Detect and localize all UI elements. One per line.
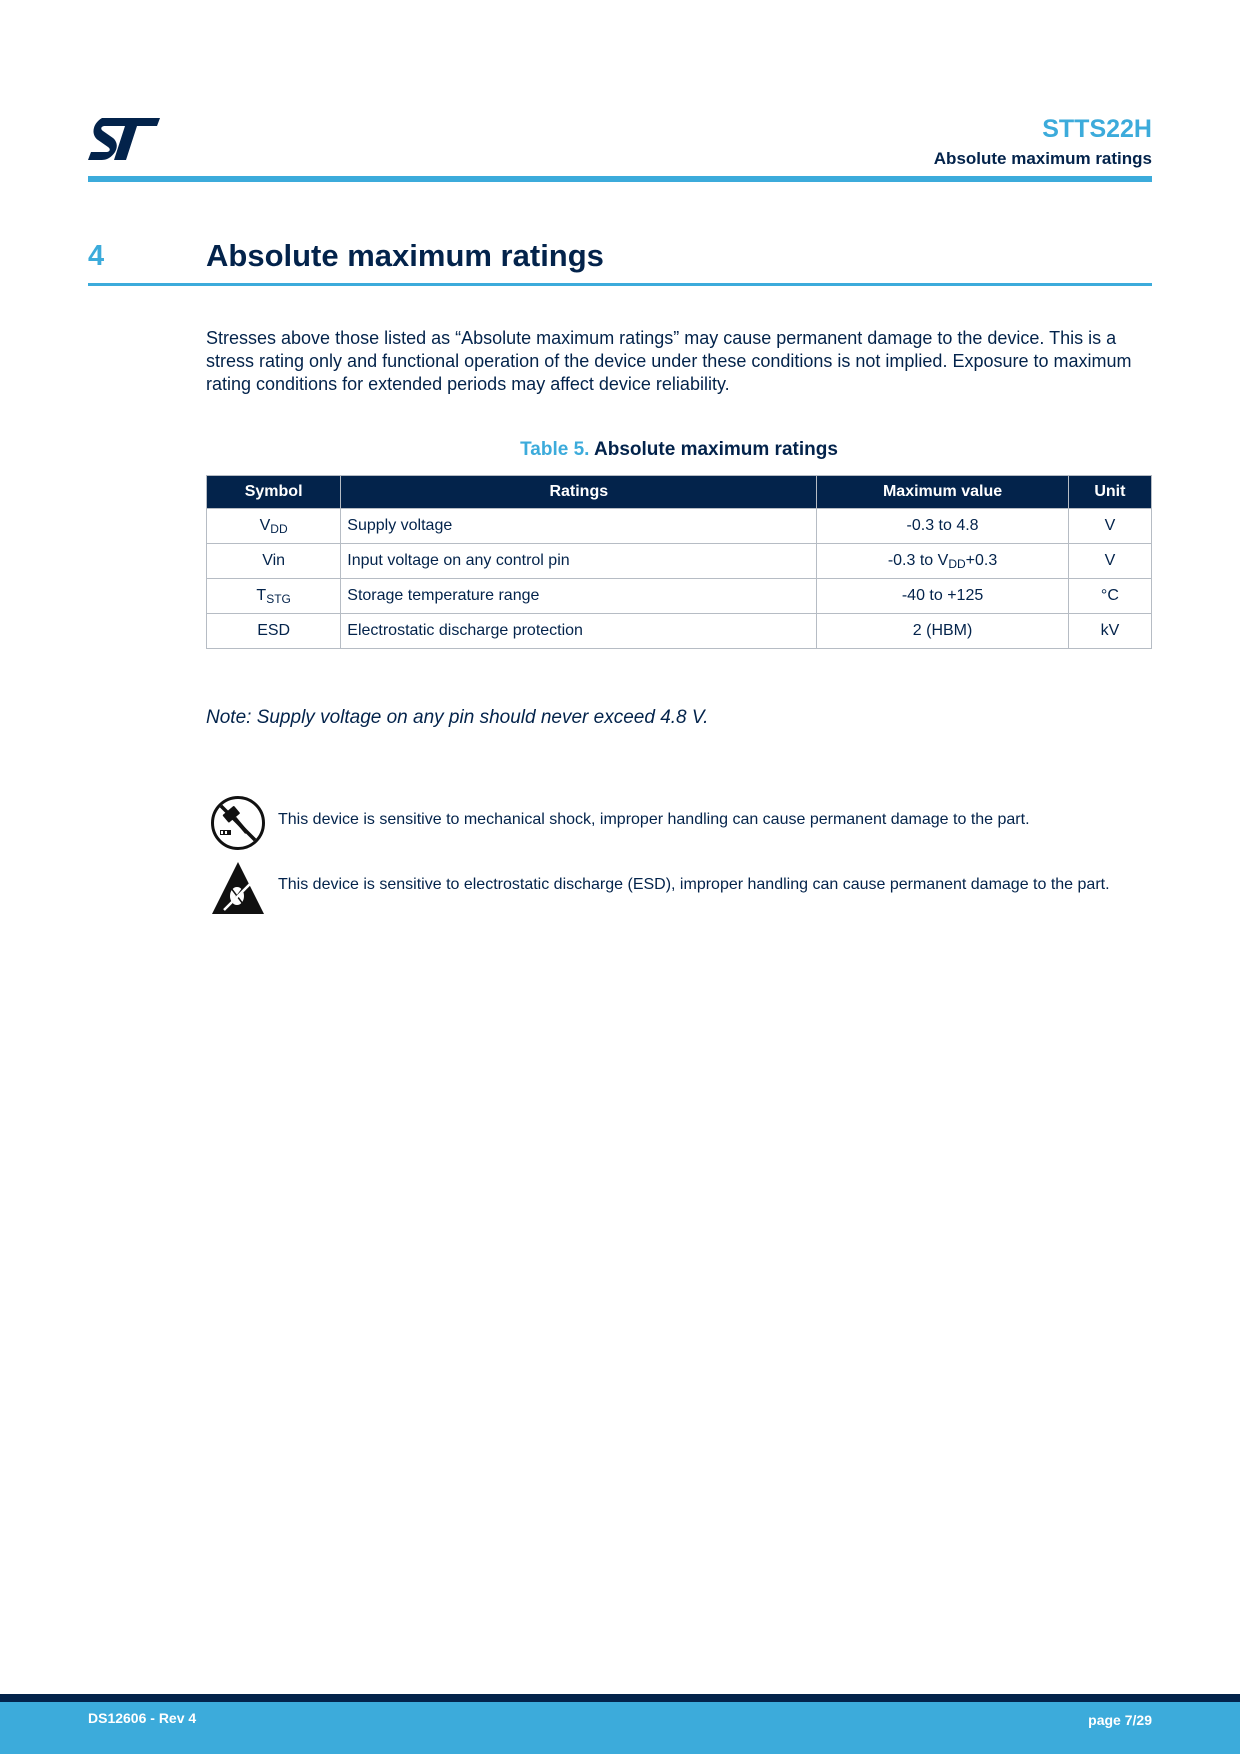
table-row — [207, 614, 1152, 649]
section-number: 4 — [88, 240, 105, 272]
mechanical-shock-icon — [210, 795, 266, 851]
cell-rating: Storage temperature range — [341, 579, 817, 614]
table-row — [207, 544, 1152, 579]
table-caption — [206, 439, 1152, 461]
intro-paragraph: Stresses above those listed as “Absolute maximum ratings” may cause permanent damage to the device. This is a stress rating only and functional operation of the device under these conditions is not implied. Exposure to maximum rating conditions for extended periods may affect device reliability. — [206, 328, 1132, 394]
header-ratings: Ratings — [341, 476, 817, 509]
ratings-table — [206, 475, 1152, 649]
header-unit: Unit — [1068, 476, 1151, 509]
cell-max-value: 2 (HBM) — [817, 614, 1069, 649]
cell-max-value: -40 to +125 — [817, 579, 1069, 614]
cell-unit: V — [1068, 509, 1151, 544]
footer — [0, 1702, 1240, 1754]
header-symbol: Symbol — [207, 476, 341, 509]
cell-rating: Electrostatic discharge protection — [341, 614, 817, 649]
header-section-ref: Absolute maximum ratings — [933, 149, 1152, 168]
table-caption-title: Absolute maximum ratings — [594, 439, 838, 460]
footer-page-number: page 7/29 — [1088, 1712, 1152, 1728]
cell-symbol: Vin — [207, 544, 341, 579]
document-title: STTS22H — [1042, 115, 1152, 143]
cell-max-value: -0.3 to 4.8 — [817, 509, 1069, 544]
table-caption-number: Table 5. — [520, 439, 590, 460]
table-header-row — [207, 476, 1152, 509]
cell-unit: V — [1068, 544, 1151, 579]
cell-symbol: ESD — [207, 614, 341, 649]
mechanical-shock-warning: This device is sensitive to mechanical shock, improper handling can cause permanent damage to the part. — [278, 811, 1030, 828]
cell-unit: °C — [1068, 579, 1151, 614]
section-title: Absolute maximum ratings — [206, 238, 604, 273]
cell-rating: Input voltage on any control pin — [341, 544, 817, 579]
esd-warning-icon — [210, 860, 266, 916]
table-row — [207, 509, 1152, 544]
cell-symbol: $T_{STG}$ — [207, 579, 341, 614]
header-max-value: Maximum value — [817, 476, 1069, 509]
section-rule — [88, 283, 1152, 286]
footer-doc-ref: DS12606 - Rev 4 — [88, 1710, 197, 1726]
st-logo — [88, 118, 160, 160]
cell-unit: kV — [1068, 614, 1151, 649]
table-row — [207, 579, 1152, 614]
cell-max-value: -0.3 to $V_{DD}+0.3$ — [817, 544, 1069, 579]
header-rule — [88, 176, 1152, 182]
supply-voltage-note: Note: Supply voltage on any pin should never exceed 4.8 V. — [206, 707, 709, 728]
esd-warning: This device is sensitive to electrostatic discharge (ESD), improper handling can cause permanent damage to the part. — [278, 876, 1110, 893]
cell-symbol: $V_{DD}$ — [207, 509, 341, 544]
footer-dark-band — [0, 1694, 1240, 1702]
cell-rating: Supply voltage — [341, 509, 817, 544]
running-header — [934, 114, 1152, 169]
